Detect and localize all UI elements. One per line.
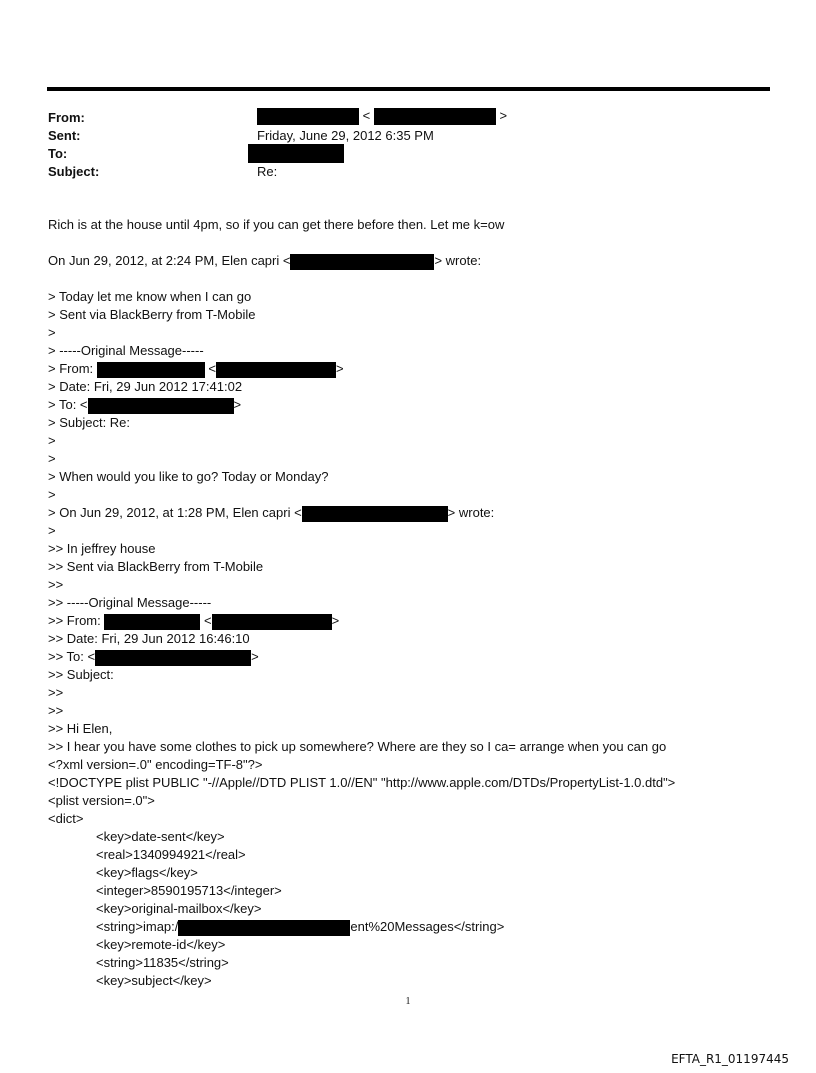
body-line: >	[48, 487, 56, 502]
redaction	[302, 506, 448, 522]
body-line: <key>original-mailbox</key>	[96, 901, 262, 916]
body-line: >	[48, 325, 56, 340]
body-line: >> Date: Fri, 29 Jun 2012 16:46:10	[48, 631, 250, 646]
redaction	[216, 362, 336, 378]
subject-label: Subject:	[48, 164, 100, 179]
body-line: <!DOCTYPE plist PUBLIC "-//Apple//DTD PLIST 1.0//EN" "http://www.apple.com/DTDs/PropertyList-1.0.dtd">	[48, 775, 676, 790]
body-line: >>	[48, 577, 64, 592]
body-line: > -----Original Message-----	[48, 343, 204, 358]
body-line: >> To: < >	[48, 649, 259, 664]
body-line: > On Jun 29, 2012, at 1:28 PM, Elen capri < > wrote:	[48, 505, 495, 520]
redaction	[95, 650, 251, 666]
body-line: >> I hear you have some clothes to pick up somewhere? Where are they so I ca= arrange when you can go	[48, 739, 667, 754]
subject-value: Re:	[257, 164, 278, 179]
body-line: > Today let me know when I can go	[48, 289, 252, 304]
redaction	[97, 362, 205, 378]
body-line: <key>remote-id</key>	[96, 937, 226, 952]
body-line: >> Hi Elen,	[48, 721, 113, 736]
body-line: Rich is at the house until 4pm, so if you can get there before then. Let me k=ow	[48, 217, 505, 232]
body-line: >	[48, 523, 56, 538]
body-line: <key>subject</key>	[96, 973, 212, 988]
redaction	[374, 108, 496, 125]
body-line: > Subject: Re:	[48, 415, 131, 430]
to-value	[248, 144, 344, 163]
redaction	[178, 920, 350, 936]
body-line: > Sent via BlackBerry from T-Mobile	[48, 307, 256, 322]
body-line: <string>imap:/ ent%20Messages</string>	[96, 919, 505, 934]
body-line: >> From: < >	[48, 613, 340, 628]
body-line: On Jun 29, 2012, at 2:24 PM, Elen capri < > wrote:	[48, 253, 482, 268]
body-line: >> In jeffrey house	[48, 541, 156, 556]
body-line: > When would you like to go? Today or Monday?	[48, 469, 329, 484]
redaction	[257, 108, 359, 125]
redaction	[88, 398, 234, 414]
body-line: <?xml version=.0" encoding=TF-8"?>	[48, 757, 263, 772]
body-line: <real>1340994921</real>	[96, 847, 246, 862]
sent-label: Sent:	[48, 128, 81, 143]
redaction	[248, 144, 344, 163]
email-body	[48, 216, 788, 990]
redaction	[212, 614, 332, 630]
body-line: <plist version=.0">	[48, 793, 155, 808]
body-line: >> -----Original Message-----	[48, 595, 212, 610]
from-label: From:	[48, 110, 85, 125]
body-line: <dict>	[48, 811, 84, 826]
redaction	[290, 254, 434, 270]
body-line: >>	[48, 703, 64, 718]
body-line: >	[48, 433, 56, 448]
body-line: <key>date-sent</key>	[96, 829, 225, 844]
body-line: <string>11835</string>	[96, 955, 229, 970]
body-line: >	[48, 451, 56, 466]
document-id: EFTA_R1_01197445	[671, 1052, 789, 1066]
to-label: To:	[48, 146, 68, 161]
body-line: > Date: Fri, 29 Jun 2012 17:41:02	[48, 379, 243, 394]
from-value: < >	[257, 108, 507, 125]
sent-value: Friday, June 29, 2012 6:35 PM	[257, 128, 434, 143]
page-number: 1	[405, 996, 411, 1007]
body-line: >> Sent via BlackBerry from T-Mobile	[48, 559, 264, 574]
body-line: >>	[48, 685, 64, 700]
body-line: > To: < >	[48, 397, 242, 412]
body-line: <key>flags</key>	[96, 865, 198, 880]
body-line: > From: < >	[48, 361, 344, 376]
header-rule	[47, 87, 770, 91]
body-line: >> Subject:	[48, 667, 114, 682]
redaction	[104, 614, 200, 630]
body-line: <integer>8590195713</integer>	[96, 883, 282, 898]
